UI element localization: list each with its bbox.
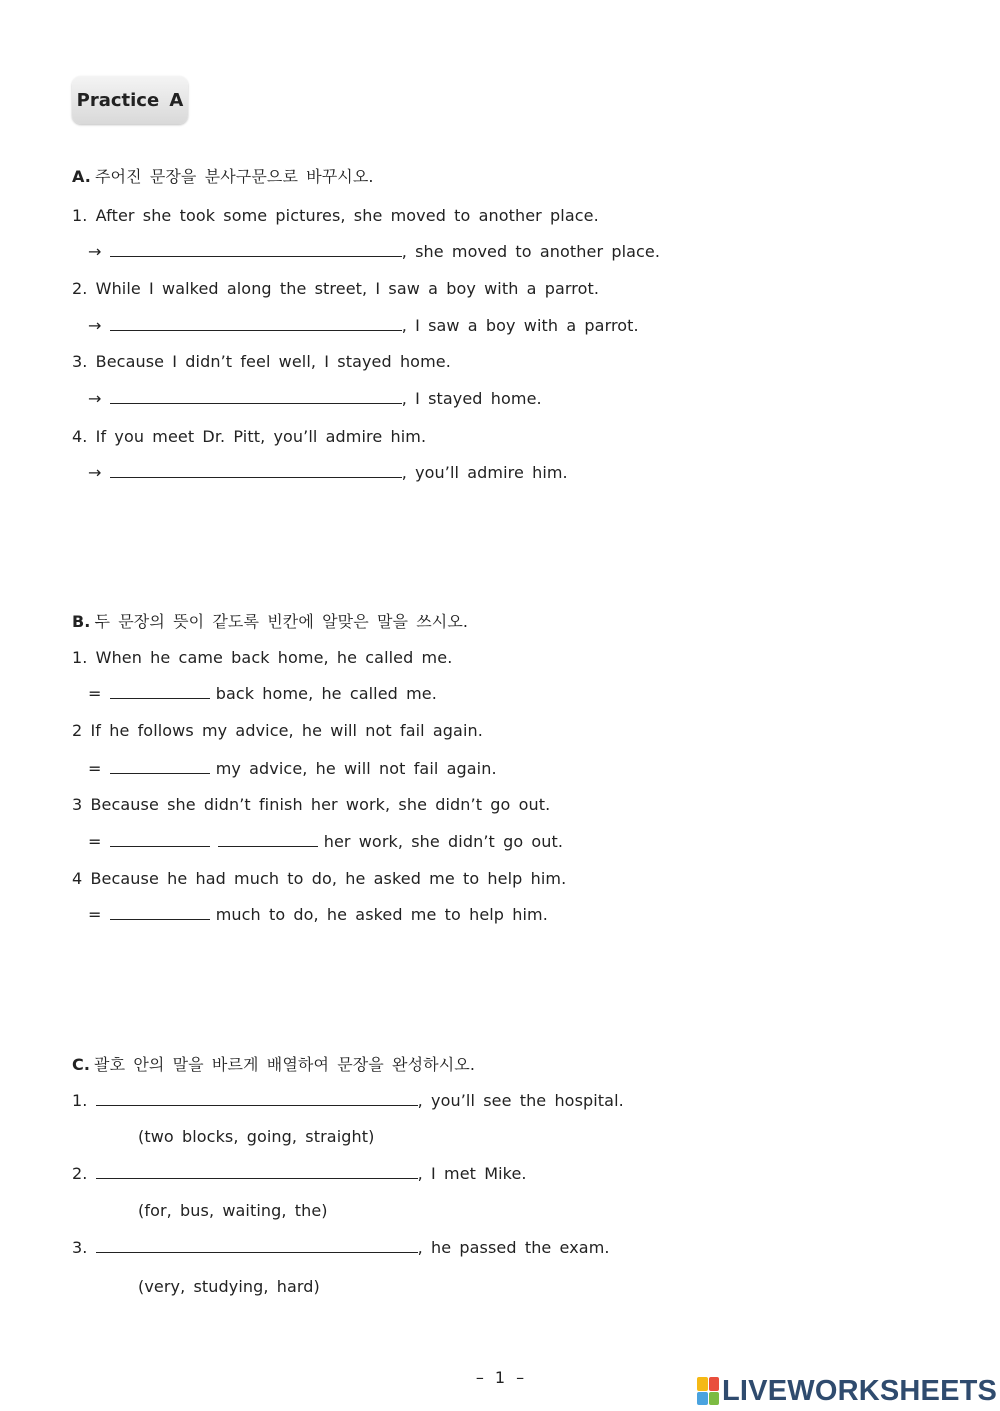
- a-blank-1[interactable]: [110, 242, 402, 257]
- section-c-title: [72, 1052, 475, 1075]
- a-answer-row-4: [88, 462, 568, 484]
- c-number-1: 1.: [72, 1091, 88, 1110]
- section-c-instruction: 괄호 안의 말을 바르게 배열하여 문장을 완성하시오.: [94, 1055, 476, 1074]
- c-row-3: [72, 1237, 610, 1259]
- c-tail-1: , you’ll see the hospital.: [417, 1091, 624, 1110]
- a-question-3: 3. Because I didn’t feel well, I stayed home.: [72, 352, 451, 371]
- equals-sign: =: [88, 684, 102, 703]
- arrow-icon: →: [88, 463, 102, 482]
- section-a-instruction: 주어진 문장을 분사구문으로 바꾸시오.: [94, 167, 374, 186]
- arrow-icon: →: [88, 389, 102, 408]
- arrow-icon: →: [88, 316, 102, 335]
- c-tail-3: , he passed the exam.: [417, 1238, 610, 1257]
- a-tail-3: , I stayed home.: [401, 389, 542, 408]
- logo-text: LIVEWORKSHEETS: [722, 1374, 998, 1407]
- b-question-1: 1. When he came back home, he called me.: [72, 648, 453, 667]
- b-tail-3: her work, she didn’t go out.: [323, 832, 564, 851]
- b-tail-4: much to do, he asked me to help him.: [215, 905, 548, 924]
- a-question-1: 1. After she took some pictures, she moved to another place.: [72, 206, 599, 225]
- a-tail-4: , you’ll admire him.: [401, 463, 568, 482]
- b-answer-row-4: [88, 904, 548, 926]
- section-b-instruction: 두 문장의 뜻이 같도록 빈칸에 알맞은 말을 쓰시오.: [94, 612, 469, 631]
- c-number-2: 2.: [72, 1164, 88, 1183]
- c-hint-3: (very, studying, hard): [138, 1277, 320, 1296]
- equals-sign: =: [88, 905, 102, 924]
- a-question-2: 2. While I walked along the street, I saw a boy with a parrot.: [72, 279, 600, 298]
- a-blank-4[interactable]: [110, 463, 402, 478]
- logo-square: [697, 1377, 708, 1391]
- logo-square: [697, 1392, 708, 1406]
- c-number-3: 3.: [72, 1238, 88, 1257]
- b-blank-4[interactable]: [110, 905, 210, 920]
- c-blank-3[interactable]: [96, 1238, 418, 1253]
- logo-mark-icon: [697, 1377, 719, 1405]
- c-blank-1[interactable]: [96, 1091, 418, 1106]
- page-number: – 1 –: [475, 1368, 525, 1387]
- a-answer-row-2: [88, 315, 639, 337]
- c-row-1: [72, 1090, 624, 1112]
- b-answer-row-3: [88, 831, 563, 853]
- b-tail-2: my advice, he will not fail again.: [215, 759, 497, 778]
- c-row-2: [72, 1163, 527, 1185]
- c-hint-1: (two blocks, going, straight): [138, 1127, 375, 1146]
- equals-sign: =: [88, 832, 102, 851]
- arrow-icon: →: [88, 242, 102, 261]
- b-question-2: 2 If he follows my advice, he will not fail again.: [72, 721, 483, 740]
- c-blank-2[interactable]: [96, 1164, 418, 1179]
- b-blank-2[interactable]: [110, 759, 210, 774]
- b-tail-1: back home, he called me.: [215, 684, 437, 703]
- b-question-4: 4 Because he had much to do, he asked me to help him.: [72, 869, 567, 888]
- a-answer-row-3: [88, 388, 542, 410]
- a-question-4: 4. If you meet Dr. Pitt, you’ll admire him.: [72, 427, 427, 446]
- b-blank-1[interactable]: [110, 684, 210, 699]
- section-c-letter: C.: [72, 1055, 91, 1074]
- section-b-title: [72, 609, 468, 632]
- practice-badge: Practice A: [72, 76, 188, 124]
- logo-square: [709, 1377, 720, 1391]
- logo-square: [709, 1392, 720, 1406]
- section-b-letter: B.: [72, 612, 91, 631]
- b-answer-row-1: [88, 683, 437, 705]
- liveworksheets-logo: [697, 1374, 997, 1408]
- b-answer-row-2: [88, 758, 497, 780]
- c-tail-2: , I met Mike.: [417, 1164, 527, 1183]
- a-answer-row-1: [88, 241, 660, 263]
- c-hint-2: (for, bus, waiting, the): [138, 1201, 328, 1220]
- a-blank-3[interactable]: [110, 389, 402, 404]
- b-question-3: 3 Because she didn’t finish her work, she didn’t go out.: [72, 795, 551, 814]
- equals-sign: =: [88, 759, 102, 778]
- section-a-letter: A.: [72, 167, 91, 186]
- section-a-title: [72, 164, 374, 187]
- a-blank-2[interactable]: [110, 316, 402, 331]
- a-tail-2: , I saw a boy with a parrot.: [401, 316, 639, 335]
- b-blank-3b[interactable]: [218, 832, 318, 847]
- a-tail-1: , she moved to another place.: [401, 242, 661, 261]
- b-blank-3a[interactable]: [110, 832, 210, 847]
